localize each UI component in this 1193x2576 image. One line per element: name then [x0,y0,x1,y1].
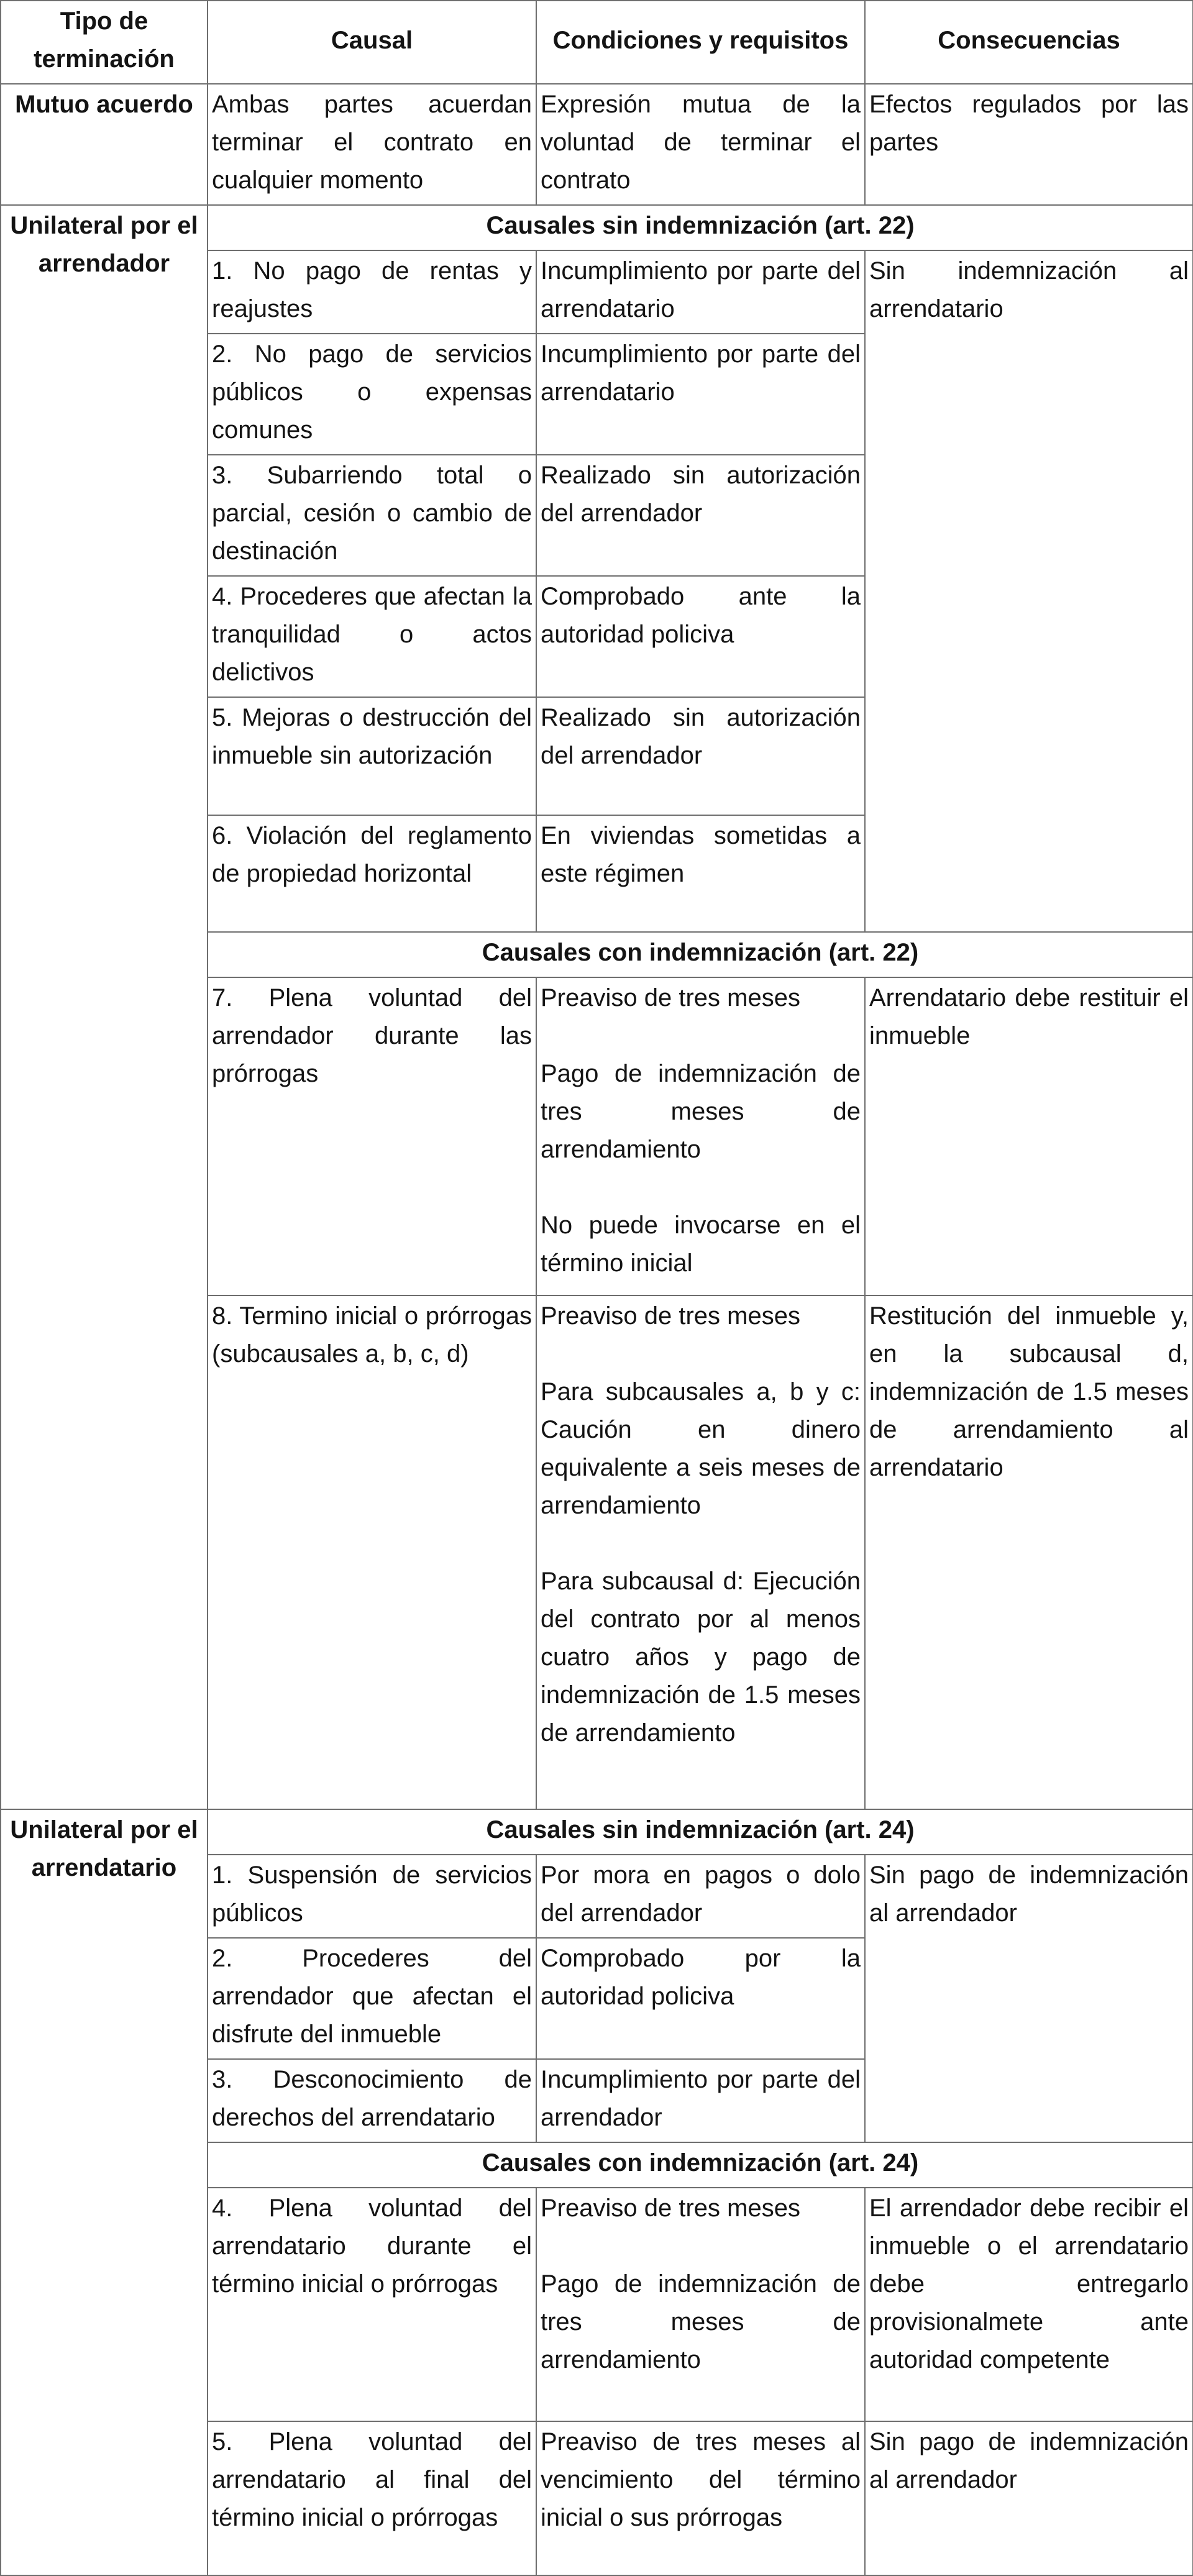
condicion-cell: Incumplimiento por parte del arrendatario [536,334,865,455]
section-header-sin-art22: Causales sin indemnización (art. 22) [208,205,1193,250]
condicion-cell: Realizado sin autorización del arrendador [536,455,865,576]
condicion-paragraph: Para subcausal d: Ejecución del contrato por al menos cuatro años y pago de indemnización de 1.5 meses de arrendamiento [541,1568,861,1747]
causal-cell: 4. Plena voluntad del arrendatario durante el término inicial o prórrogas [208,2188,536,2421]
causal-cell: 2. No pago de servicios públicos o expensas comunes [208,334,536,455]
section-header-con-art24: Causales con indemnización (art. 24) [208,2142,1193,2188]
consecuencia-cell: El arrendador debe recibir el inmueble o el arrendatario debe entregarlo provisionalmete ante autoridad competente [865,2188,1193,2421]
causal-cell: 7. Plena voluntad del arrendador durante las prórrogas [208,977,536,1295]
condicion-paragraph: Pago de indemnización de tres meses de arrendamiento [541,1060,861,1163]
condicion-cell: Por mora en pagos o dolo del arrendador [536,1855,865,1938]
tipo-arrendador: Unilateral por el arrendador [1,205,208,1809]
condicion-paragraph: Para subcausales a, b y c: Caución en dinero equivalente a seis meses de arrendamiento [541,1378,861,1519]
causal-cell: 4. Proceder​es que afectan la tranquilidad o actos delictivos [208,576,536,697]
causal-cell: 1. No pago de rentas y reajustes [208,250,536,334]
tipo-arrendatario: Unilateral por el arrendatario [1,1809,208,2575]
section-header-row [1,205,1193,250]
condicion-paragraph: Preaviso de tres meses al vencimiento del término inicial o sus prórrogas [541,2428,861,2531]
consecuencia-cell: Arrendatario debe restituir el inmueble [865,977,1193,1295]
condicion-paragraph: No puede invocarse en el término inicial [541,1212,861,1277]
condicion-mutuo-acuerdo: Expresión mutua de la voluntad de terminar el contrato [536,84,865,205]
section-header-sin-art24: Causales sin indemnización (art. 24) [208,1809,1193,1855]
header-consecuencias: Consecuencias [865,1,1193,84]
consecuencia-sin-arrendador: Sin indemnización al arrendatario [865,250,1193,932]
condicion-cell [536,977,865,1295]
header-row [1,1,1193,84]
condicion-cell [536,1295,865,1809]
section-header-con-art22: Causales con indemnización (art. 22) [208,932,1193,977]
consecuencia-cell: Sin pago de indemnización al arrendador [865,2421,1193,2575]
causal-cell: 3. Subarriendo total o parcial, cesión o cambio de destinación [208,455,536,576]
causal-cell: 5. Mejoras o destrucción del inmueble sin autorización [208,697,536,815]
condicion-paragraph: Preaviso de tres meses [541,2195,800,2222]
condicion-cell: En viviendas sometidas a este régimen [536,815,865,932]
condicion-paragraph: Preaviso de tres meses [541,1302,800,1330]
section-header-row [1,1809,1193,1855]
condicion-paragraph: Preaviso de tres meses [541,984,800,1012]
condicion-cell [536,2421,865,2575]
causal-cell: 8. Termino inicial o prórrogas (subcausales a, b, c, d) [208,1295,536,1809]
causal-cell: 5. Plena voluntad del arrendatario al final del término inicial o prórrogas [208,2421,536,2575]
causal-cell: 2. Procederes del arrendador que afectan el disfrute del inmueble [208,1938,536,2059]
header-causal: Causal [208,1,536,84]
causal-cell: 1. Suspensión de servicios públicos [208,1855,536,1938]
consecuencia-mutuo-acuerdo: Efectos regulados por las partes [865,84,1193,205]
causal-mutuo-acuerdo: Ambas partes acuerdan terminar el contrato en cualquier momento [208,84,536,205]
header-tipo: Tipo de terminación [1,1,208,84]
condicion-cell: Comprobado ante la autoridad policiva [536,576,865,697]
condicion-paragraph: Pago de indemnización de tres meses de arrendamiento [541,2270,861,2373]
condicion-cell [536,2188,865,2421]
row-mutuo-acuerdo [1,84,1193,205]
causal-cell: 3. Desconocimiento de derechos del arrendatario [208,2059,536,2142]
condicion-cell: Incumplimiento por parte del arrendador [536,2059,865,2142]
condicion-cell: Incumplimiento por parte del arrendatario [536,250,865,334]
condicion-cell: Realizado sin autorización del arrendador [536,697,865,815]
tipo-mutuo-acuerdo: Mutuo acuerdo [1,84,208,205]
condicion-cell: Comprobado por la autoridad policiva [536,1938,865,2059]
causal-cell: 6. Violación del reglamento de propiedad horizontal [208,815,536,932]
header-condiciones: Condiciones y requisitos [536,1,865,84]
consecuencia-sin-arrendatario: Sin pago de indemnización al arrendador [865,1855,1193,2142]
consecuencia-cell: Restitución del inmueble y, en la subcausal d, indemnización de 1.5 meses de arrendamiento al arrendatario [865,1295,1193,1809]
